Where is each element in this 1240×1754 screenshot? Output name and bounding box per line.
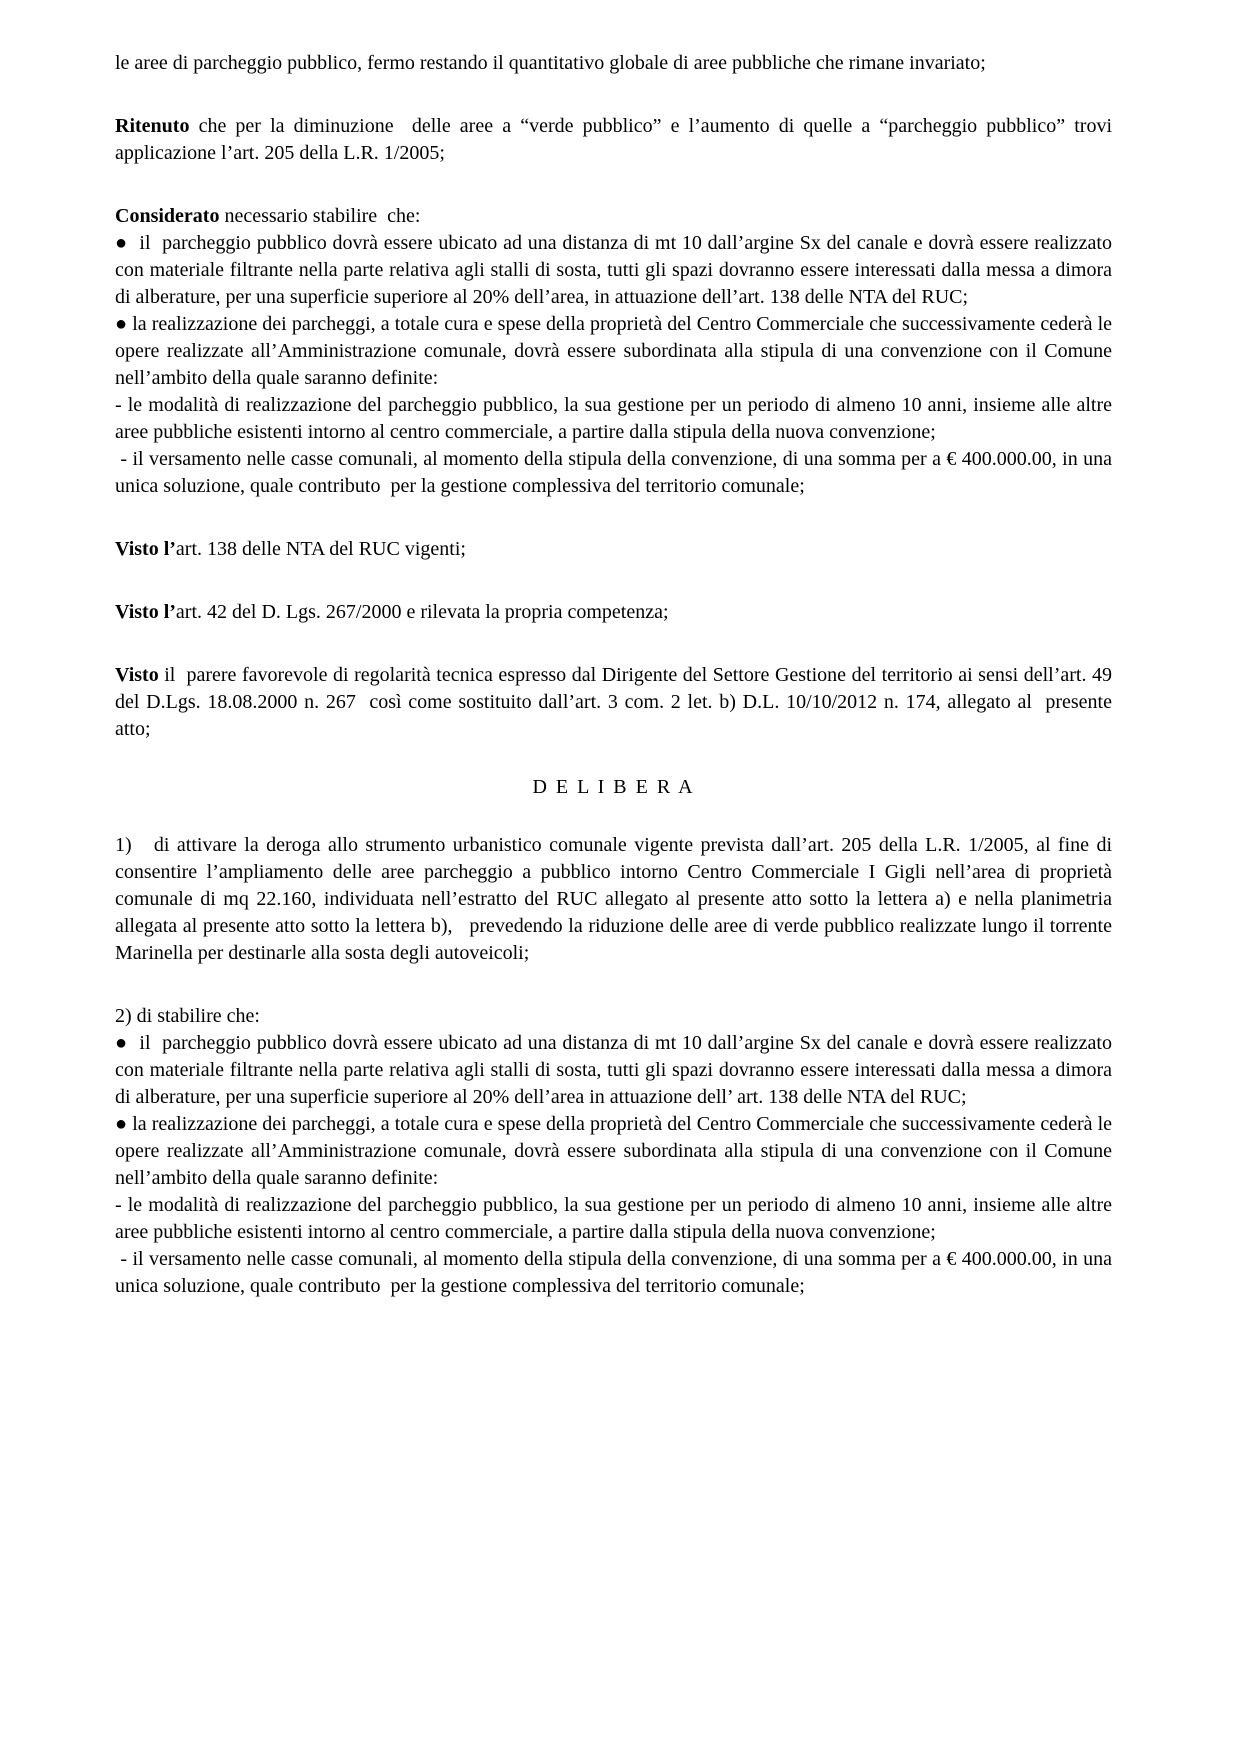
list-item-modalita-realizzazione: - le modalità di realizzazione del parcheggio pubblico, la sua gestione per un periodo di almeno 10 anni, insieme alle altre aree pubbliche esistenti intorno al centro commerciale, a partire dalla stipula della nuova convenzione; [115, 394, 1117, 443]
lead-word-visto-2: Visto l’ [115, 601, 176, 623]
list-item-parcheggio-ubicato: ● il parcheggio pubblico dovrà essere ubicato ad una distanza di mt 10 dall’argine Sx del canale e dovrà essere realizzato con materiale filtrante nella parte relativa agli stalli di sosta, tutti gli spazi dovranno essere interessati dalla messa a dimora di alberature, per una superficie superiore al 20% dell’area, in attuazione dell’art. 138 delle NTA del RUC; [115, 232, 1117, 308]
paragraph-visto-nta-text: art. 138 delle NTA del RUC vigenti; [175, 538, 466, 560]
lead-word-visto-1: Visto l’ [115, 538, 176, 560]
paragraph-visto-dlgs-text: art. 42 del D. Lgs. 267/2000 e rilevata la propria competenza; [175, 601, 669, 623]
paragraph-ritenuto [115, 113, 1117, 167]
paragraph-intro: le aree di parcheggio pubblico, fermo restando il quantitativo globale di aree pubbliche che rimane invariato; [115, 52, 986, 74]
paragraph-visto-parere-text: il parere favorevole di regolarità tecnica espresso dal Dirigente del Settore Gestione del territorio ai sensi dell’art. 49 del D.Lgs. 18.08.2000 n. 267 così come sostituito dall’art. 3 com. 2 let. b) D.L. 10/10/2012 n. 174, allegato al presente atto; [115, 664, 1117, 740]
list-item-realizzazione-parcheggi: ● la realizzazione dei parcheggi, a totale cura e spese della proprietà del Centro Commerciale che successivamente cederà le opere realizzate all’Amministrazione comunale, dovrà essere subordinata alla stipula di una convenzione con il Comune nell’ambito della quale saranno definite: [115, 313, 1117, 389]
lead-word-visto-3: Visto [115, 664, 159, 686]
list-item-parcheggio-ubicato-2: ● il parcheggio pubblico dovrà essere ubicato ad una distanza di mt 10 dall’argine Sx del canale e dovrà essere realizzato con materiale filtrante nella parte relativa agli stalli di sosta, tutti gli spazi dovranno essere interessati dalla messa a dimora di alberature, per una superficie superiore al 20% dell’area in attuazione dell’ art. 138 delle NTA del RUC; [115, 1032, 1117, 1108]
list-item-versamento-casse: - il versamento nelle casse comunali, al momento della stipula della convenzione, di una somma per a € 400.000.00, in una unica soluzione, quale contributo per la gestione complessiva del territorio comunale; [115, 448, 1117, 497]
paragraph-punto-1: 1) di attivare la deroga allo strumento urbanistico comunale vigente prevista dall’art. 205 della L.R. 1/2005, al fine di consentire l’ampliamento delle aree parcheggio a pubblico intorno Centro Commerciale I Gigli nell’area di proprietà comunale di mq 22.160, individuata nell’estratto del RUC allegato al presente atto sotto la lettera a) e nella planimetria allegata al presente atto sotto la lettera b), prevedendo la riduzione delle aree di verde pubblico realizzate lungo il torrente Marinella per destinarle alla sosta degli autoveicoli; [115, 834, 1117, 964]
heading-delibera: D E L I B E R A [532, 776, 695, 798]
paragraph-ritenuto-text: che per la diminuzione delle aree a “verde pubblico” e l’aumento di quelle a “parcheggio pubblico” trovi applicazione l’art. 205 della L.R. 1/2005; [115, 115, 1117, 164]
paragraph-visto-parere [115, 662, 1117, 743]
paragraph-considerato-text: necessario stabilire che: [219, 205, 421, 227]
list-item-modalita-realizzazione-2: - le modalità di realizzazione del parcheggio pubblico, la sua gestione per un periodo di almeno 10 anni, insieme alle altre aree pubbliche esistenti intorno al centro commerciale, a partire dalla stipula della nuova convenzione; [115, 1194, 1117, 1243]
list-item-realizzazione-parcheggi-2: ● la realizzazione dei parcheggi, a totale cura e spese della proprietà del Centro Commerciale che successivamente cederà le opere realizzate all’Amministrazione comunale, dovrà essere subordinata alla stipula di una convenzione con il Comune nell’ambito della quale saranno definite: [115, 1113, 1117, 1189]
lead-word-ritenuto: Ritenuto [115, 115, 190, 137]
paragraph-punto-2-lead: 2) di stabilire che: [115, 1005, 260, 1027]
paragraph-considerato [115, 203, 1112, 230]
paragraph-visto-nta [115, 536, 1112, 563]
paragraph-visto-dlgs [115, 599, 1112, 626]
lead-word-considerato: Considerato [115, 205, 220, 227]
list-item-versamento-casse-2: - il versamento nelle casse comunali, al momento della stipula della convenzione, di una somma per a € 400.000.00, in una unica soluzione, quale contributo per la gestione complessiva del territorio comunale; [115, 1248, 1117, 1297]
document-page [115, 50, 1117, 1300]
